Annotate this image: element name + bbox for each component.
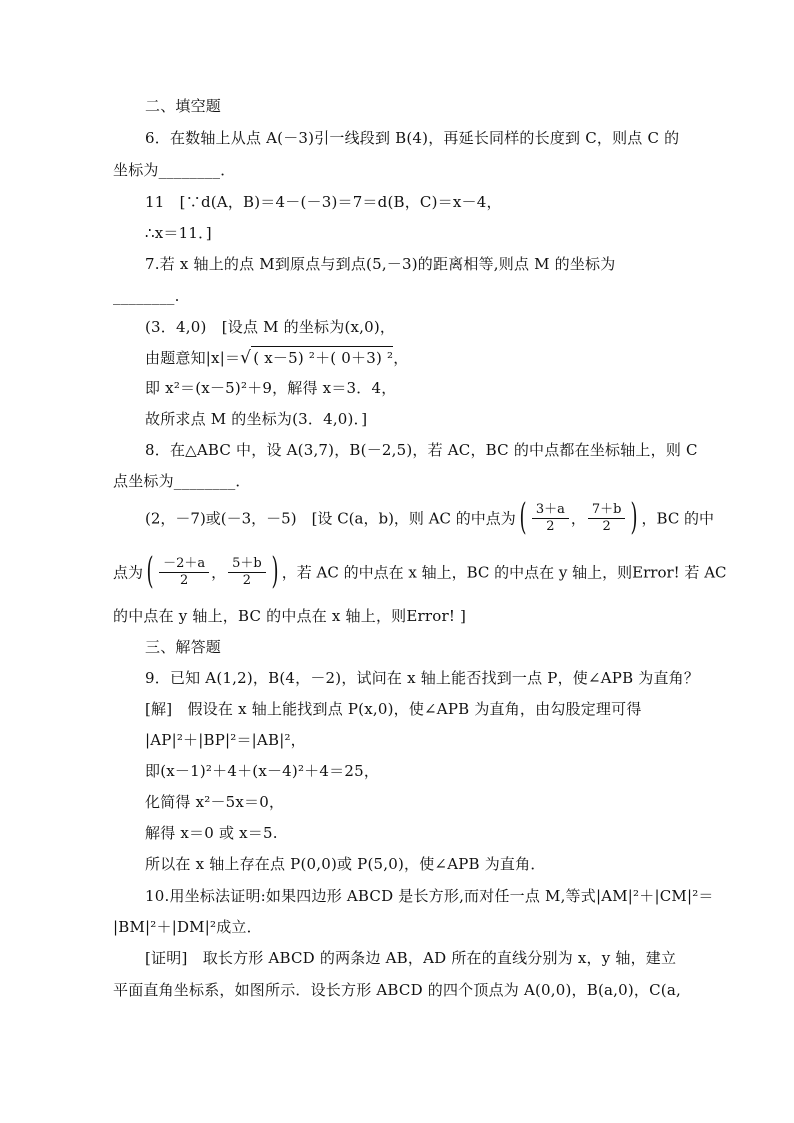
answer-8-line-1-pre: (2，－7)或(－3，－5) [设 C(a，b)，则 AC 的中点为 [145, 509, 516, 528]
answer-8-line-2: 点为( $\frac{-2+a}{2}$ ， $\frac{5+b}{2}$ ) ，若 AC 的中点在 x 轴上，BC 的中点在 y 轴上，则Error! 若 AC [113, 551, 727, 592]
question-9-text: 9．已知 A(1,2)，B(4，－2)，试问在 x 轴上能否找到一点 P，使∠APB 为直角？ [145, 669, 700, 687]
answer-7-line-1: (3．4,0) [设点 M 的坐标为(x,0)， [145, 318, 396, 336]
question-8-text: 8．在△ABC 中，设 A(3,7)，B(－2,5)，若 AC，BC 的中点都在坐标轴上，则 C [145, 441, 698, 459]
fraction-ac-x: $\frac{3+a}{2}$ [532, 502, 569, 535]
answer-6-line-1: 11 [∵d(A，B)＝4－(－3)＝7＝d(B，C)＝x－4， [145, 193, 502, 211]
section-heading-fill-blank: 二、填空题 [145, 97, 222, 115]
sqrt-radicand: ( x－5) ²＋( 0＋3) ² [251, 346, 393, 369]
answer-7-line-4: 故所求点 M 的坐标为(3．4,0)．] [145, 410, 368, 428]
answer-9-line-5: 解得 x＝0 或 x＝5. [145, 824, 278, 842]
fraction-ac-y: $\frac{7+b}{2}$ [588, 502, 626, 535]
answer-7-line-3: 即 x²＝(x－5)²＋9，解得 x＝3．4， [145, 379, 397, 397]
answer-7-line-2 [145, 346, 408, 369]
answer-8-line-2-post: ，若 AC 的中点在 x 轴上，BC 的中点在 y 轴上，则Error! 若 AC [281, 563, 727, 582]
proof-10-line-1: [证明] 取长方形 ABCD 的两条边 AB，AD 所在的直线分别为 x，y 轴，建立 [145, 949, 677, 967]
question-6-blank: 坐标为________． [113, 161, 236, 179]
question-6-text: 6．在数轴上从点 A(－3)引一线段到 B(4)，再延长同样的长度到 C，则点 C 的 [145, 129, 680, 147]
answer-9-line-3: 即(x－1)²＋4＋(x－4)²＋4＝25， [145, 762, 380, 780]
section-heading-solve: 三、解答题 [145, 638, 222, 656]
answer-6-line-2: ∴x＝11．] [145, 224, 212, 242]
answer-8-line-1: (2，－7)或(－3，－5) [设 C(a，b)，则 AC 的中点为( $\frac{3+a}{2}$ ， $\frac{7+b}{2}$ ) ，BC 的中 [145, 497, 715, 538]
question-7-text: 7.若 x 轴上的点 M到原点与到点(5,－3)的距离相等,则点 M 的坐标为 [145, 255, 616, 273]
answer-8-line-2-pre: 点为 [113, 563, 144, 582]
question-7-blank: ________. [113, 287, 180, 305]
answer-8-line-3: 的中点在 y 轴上，BC 的中点在 x 轴上，则Error! ] [113, 607, 467, 625]
answer-9-line-1: [解] 假设在 x 轴上能找到点 P(x,0)，使∠APB 为直角，由勾股定理可得 [145, 700, 642, 718]
answer-7-line-2-pre: 由题意知|x|＝ [145, 349, 241, 367]
answer-8-line-1-post: ，BC 的中 [641, 509, 715, 528]
answer-7-line-2-post: ， [393, 349, 409, 367]
proof-10-line-2: 平面直角坐标系，如图所示．设长方形 ABCD 的四个顶点为 A(0,0)，B(a,0)，C(a, [113, 981, 681, 999]
answer-9-line-2: |AP|²＋|BP|²＝|AB|²， [145, 731, 306, 749]
fraction-bc-x: $\frac{-2+a}{2}$ [159, 556, 209, 589]
question-10-text: 10.用坐标法证明:如果四边形 ABCD 是长方形,而对任一点 M,等式|AM|²＋|CM|²＝ [145, 887, 714, 905]
sqrt-symbol: √ [240, 348, 252, 368]
answer-9-line-6: 所以在 x 轴上存在点 P(0,0)或 P(5,0)，使∠APB 为直角． [145, 855, 546, 873]
question-8-blank: 点坐标为________． [113, 472, 251, 490]
fraction-bc-y: $\frac{5+b}{2}$ [228, 556, 266, 589]
answer-9-line-4: 化简得 x²－5x＝0， [145, 793, 285, 811]
question-10-text-cont: |BM|²＋|DM|²成立． [113, 918, 262, 936]
